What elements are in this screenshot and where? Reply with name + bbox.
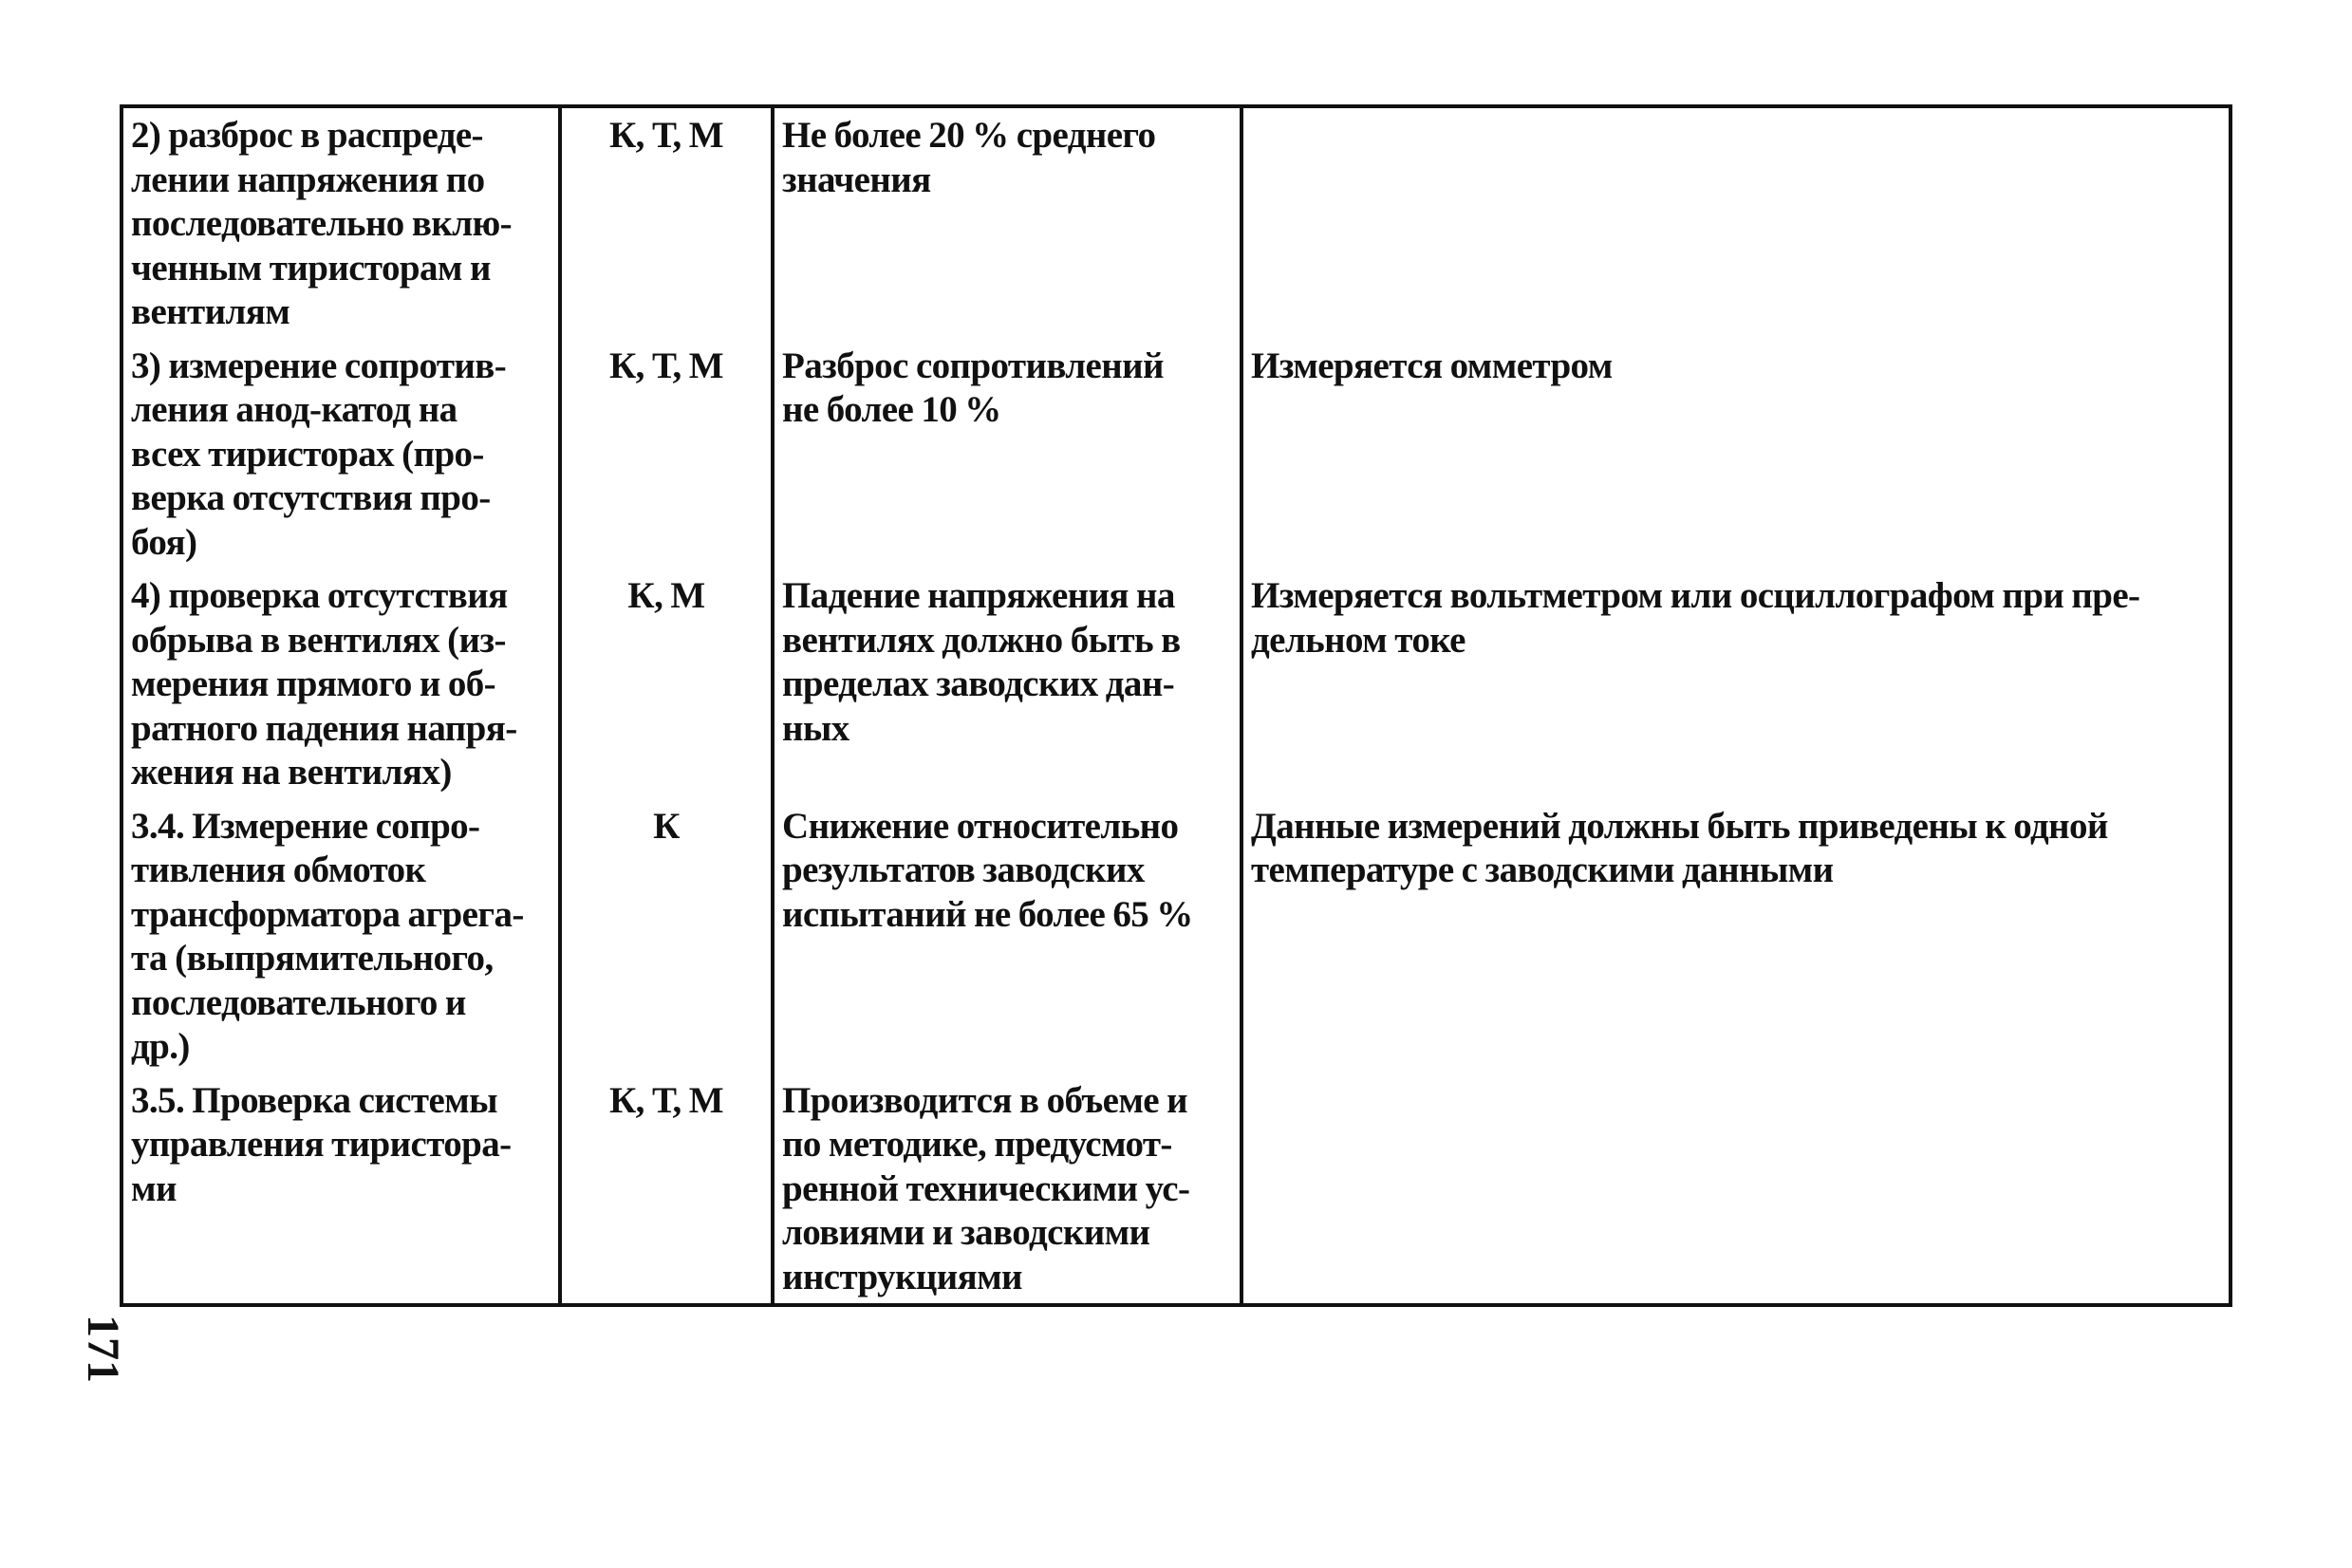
cell-text-line: ных xyxy=(782,707,849,749)
cell-text-line: вентилях должно быть в xyxy=(782,619,1181,661)
cell-category xyxy=(560,1073,773,1306)
cell-text-line: боя) xyxy=(131,521,197,563)
table-row xyxy=(121,1073,2231,1306)
cell-category xyxy=(560,799,773,1073)
requirements-table xyxy=(120,104,2232,1307)
cell-text-line: К, М xyxy=(627,575,705,616)
cell-text-line: жения на вентилях) xyxy=(131,752,452,793)
cell-text-line: Данные измерений должны быть приведены к одной xyxy=(1251,805,2108,847)
cell-text-line: не более 10 % xyxy=(782,389,1001,430)
cell-text-line: по методике, предусмот- xyxy=(782,1124,1172,1165)
cell-note xyxy=(1241,799,2231,1073)
cell-text-line: Измеряется омметром xyxy=(1251,345,1613,386)
table-row xyxy=(121,799,2231,1073)
cell-text-line: К, Т, М xyxy=(609,1079,723,1121)
cell-item xyxy=(121,106,560,339)
cell-text-line: Снижение относительно xyxy=(782,805,1179,847)
cell-text-line: Производится в объеме и xyxy=(782,1079,1188,1121)
cell-text-line: ратного падения напря- xyxy=(131,707,517,749)
cell-text-line: последовательно вклю- xyxy=(131,203,513,244)
cell-item xyxy=(121,569,560,799)
cell-text-line: трансформатора агрега- xyxy=(131,893,524,935)
table-body xyxy=(121,106,2231,1305)
cell-norm xyxy=(773,1073,1241,1306)
cell-text-line: 2) разброс в распреде- xyxy=(131,115,483,156)
cell-text-line: 3.5. Проверка системы xyxy=(131,1079,497,1121)
cell-text-line: К, Т, М xyxy=(609,345,723,386)
cell-norm xyxy=(773,106,1241,339)
cell-text-line: значения xyxy=(782,159,931,200)
cell-text-line: Измеряется вольтметром или осциллографом при пре- xyxy=(1251,575,2140,616)
cell-text-line: результатов заводских xyxy=(782,849,1145,890)
cell-text-line: верка отсутствия про- xyxy=(131,477,491,518)
cell-text-line: вентилям xyxy=(131,291,290,332)
cell-text-line: ловиями и заводскими xyxy=(782,1212,1150,1253)
cell-text-line: всех тиристорах (про- xyxy=(131,433,484,475)
cell-text-line: Не более 20 % среднего xyxy=(782,115,1156,156)
cell-category xyxy=(560,339,773,569)
cell-text-line: 3) измерение сопротив- xyxy=(131,345,507,386)
cell-text-line: лении напряжения по xyxy=(131,159,485,200)
cell-norm xyxy=(773,569,1241,799)
cell-text-line: ления анод-катод на xyxy=(131,389,457,430)
cell-text-line: пределах заводских дан- xyxy=(782,663,1175,704)
cell-text-line: испытаний не более 65 % xyxy=(782,893,1193,935)
cell-norm xyxy=(773,339,1241,569)
cell-category xyxy=(560,569,773,799)
cell-text-line: инструкциями xyxy=(782,1256,1022,1297)
cell-text-line: тивления обмоток xyxy=(131,849,426,890)
cell-text-line: обрыва в вентилях (из- xyxy=(131,619,506,661)
cell-text-line: 3.4. Измерение сопро- xyxy=(131,805,480,847)
table-row xyxy=(121,339,2231,569)
cell-note xyxy=(1241,569,2231,799)
cell-note xyxy=(1241,339,2231,569)
cell-text-line: ченным тиристорам и xyxy=(131,247,491,289)
cell-note xyxy=(1241,1073,2231,1306)
cell-text-line: ми xyxy=(131,1167,177,1209)
cell-text-line: мерения прямого и об- xyxy=(131,663,496,704)
cell-text-line: ренной техническими ус- xyxy=(782,1167,1190,1209)
cell-text-line: дельном токе xyxy=(1251,619,1465,661)
cell-text-line: температуре с заводскими данными xyxy=(1251,849,1834,890)
page-number: 171 xyxy=(78,1315,128,1383)
cell-text-line: последовательного и xyxy=(131,981,466,1023)
cell-text-line: управления тиристора- xyxy=(131,1124,512,1165)
cell-note xyxy=(1241,106,2231,339)
cell-text-line: К xyxy=(653,805,680,847)
cell-text-line: К, Т, М xyxy=(609,115,723,156)
cell-text-line: та (выпрямительного, xyxy=(131,938,494,979)
cell-norm xyxy=(773,799,1241,1073)
cell-text-line: Падение напряжения на xyxy=(782,575,1175,616)
table-row xyxy=(121,106,2231,339)
cell-category xyxy=(560,106,773,339)
cell-text-line: др.) xyxy=(131,1026,190,1067)
cell-text-line: Разброс сопротивлений xyxy=(782,345,1164,386)
table-row xyxy=(121,569,2231,799)
cell-text-line: 4) проверка отсутствия xyxy=(131,575,508,616)
cell-item xyxy=(121,799,560,1073)
cell-item xyxy=(121,339,560,569)
cell-item xyxy=(121,1073,560,1306)
